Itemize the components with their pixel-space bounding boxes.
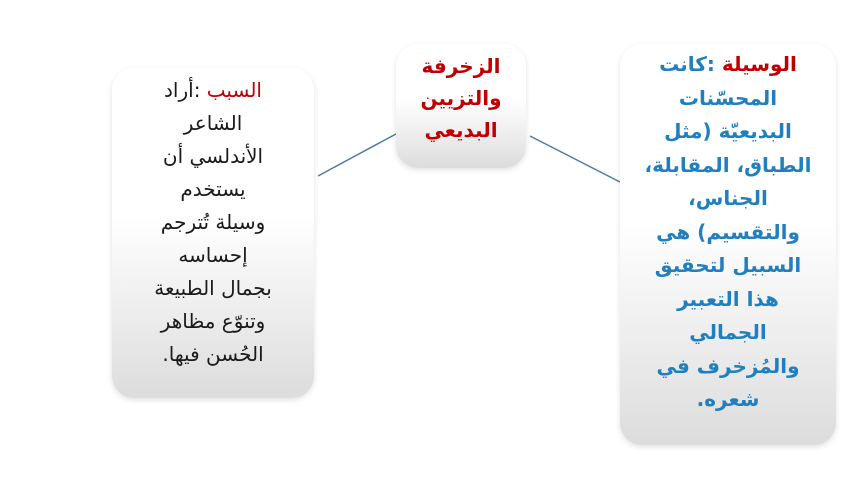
means-line-6: والتقسيم) هي bbox=[656, 219, 800, 244]
means-line-8: هذا التعبير bbox=[677, 286, 779, 311]
reason-line-6: إحساسه bbox=[178, 243, 248, 267]
connector-left bbox=[318, 134, 396, 176]
means-line-5: الجناس، bbox=[688, 186, 768, 210]
connector-right bbox=[530, 136, 620, 182]
topic-line-2: والتزيين bbox=[420, 86, 502, 110]
topic-box bbox=[396, 44, 526, 168]
reason-line-7: بجمال الطبيعة bbox=[154, 276, 272, 300]
means-line-1: :كانت bbox=[659, 52, 722, 76]
means-line-3: البديعيّة (مثل bbox=[664, 119, 792, 143]
reason-line-2: الشاعر bbox=[183, 111, 243, 135]
reason-label: السبب bbox=[206, 78, 262, 102]
reason-line-9: الحُسن فيها. bbox=[162, 342, 264, 366]
reason-first-line bbox=[112, 74, 314, 107]
means-line-11: شعره. bbox=[696, 387, 760, 411]
means-line-7: السبيل لتحقيق bbox=[654, 253, 802, 277]
reason-line-8: وتنوّع مظاهر bbox=[160, 309, 266, 333]
reason-line-5: وسيلة تُترجم bbox=[160, 210, 266, 234]
means-line-2: المحسّنات bbox=[678, 85, 778, 110]
means-first-line bbox=[620, 48, 836, 82]
reason-line-3: الأندلسي أن bbox=[162, 144, 264, 168]
reason-box bbox=[112, 68, 314, 398]
means-line-4: الطباق، المقابلة، bbox=[644, 152, 812, 177]
topic-line-3: البديعي bbox=[424, 118, 498, 142]
means-box bbox=[620, 44, 836, 445]
means-label: الوسيلة bbox=[721, 52, 797, 76]
reason-line-1: :أراد bbox=[164, 78, 207, 102]
means-line-9: الجمالي bbox=[689, 320, 767, 344]
reason-line-4: يستخدم bbox=[180, 177, 246, 201]
topic-line-1: الزخرفة bbox=[421, 54, 501, 78]
means-line-10: والمُزخرف في bbox=[656, 353, 800, 378]
